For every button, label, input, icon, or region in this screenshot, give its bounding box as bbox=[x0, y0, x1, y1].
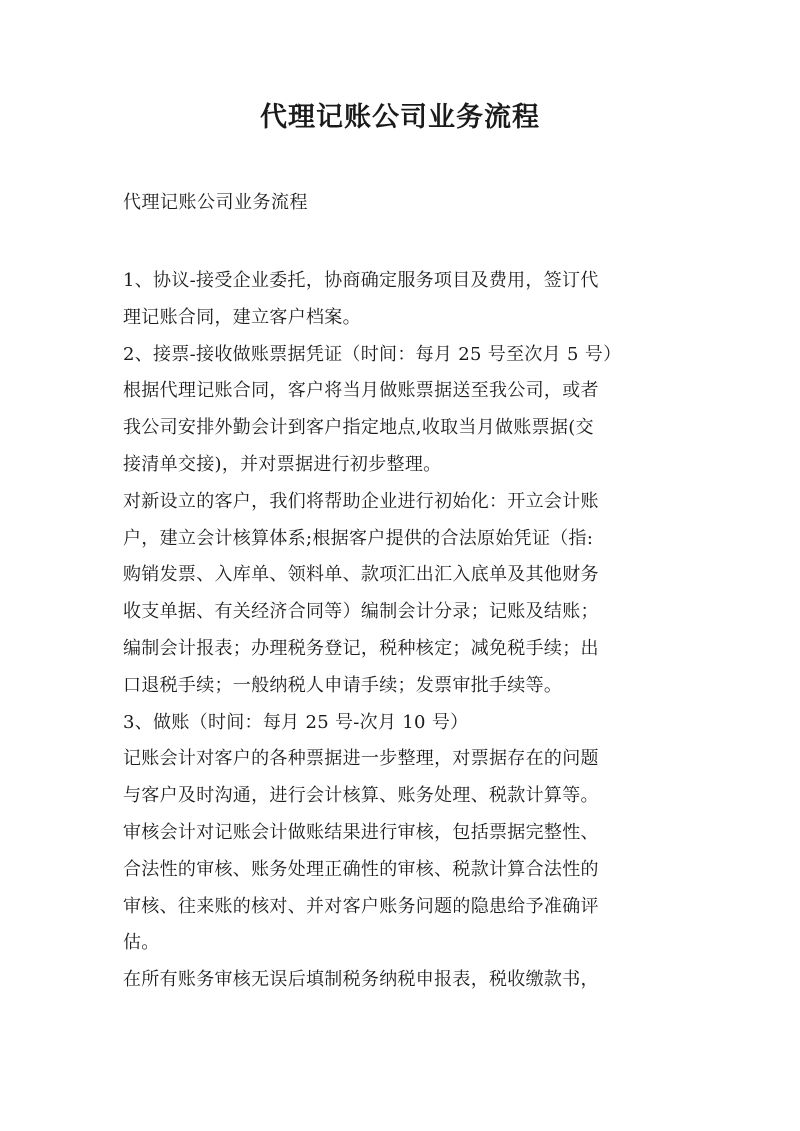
body-line: 与客户及时沟通，进行会计核算、账务处理、税款计算等。 bbox=[123, 785, 599, 807]
body-line: 1、协议-接受企业委托，协商确定服务项目及费用，签订代 bbox=[123, 270, 599, 291]
body-line: 在所有账务审核无误后填制税务纳税申报表，税收缴款书， bbox=[123, 969, 599, 991]
document-body bbox=[123, 263, 683, 999]
body-line: 对新设立的客户，我们将帮助企业进行初始化：开立会计账 bbox=[123, 490, 599, 512]
body-line: 理记账合同，建立客户档案。 bbox=[123, 306, 361, 328]
body-line: 估。 bbox=[123, 932, 160, 954]
body-line: 购销发票、入库单、领料单、款项汇出汇入底单及其他财务 bbox=[123, 564, 599, 586]
body-line: 3、做账（时间：每月 25 号-次月 10 号） bbox=[123, 711, 469, 733]
body-line: 根据代理记账合同，客户将当月做账票据送至我公司，或者 bbox=[123, 380, 599, 402]
body-line: 2、接票-接收做账票据凭证（时间：每月 25 号至次月 5 号） bbox=[123, 343, 622, 365]
document-subtitle: 代理记账公司业务流程 bbox=[123, 192, 308, 213]
body-line: 审核会计对记账会计做账结果进行审核，包括票据完整性、 bbox=[123, 821, 599, 843]
body-line: 接清单交接)，并对票据进行初步整理。 bbox=[123, 453, 442, 475]
body-line: 户，建立会计核算体系;根据客户提供的合法原始凭证（指: bbox=[123, 527, 594, 549]
body-line: 编制会计报表；办理税务登记，税种核定；减免税手续；出 bbox=[123, 637, 599, 659]
page-title: 代理记账公司业务流程 bbox=[260, 102, 540, 133]
body-line: 我公司安排外勤会计到客户指定地点,收取当月做账票据(交 bbox=[123, 417, 594, 439]
body-line: 合法性的审核、账务处理正确性的审核、税款计算合法性的 bbox=[123, 858, 599, 880]
body-line: 审核、往来账的核对、并对客户账务问题的隐患给予准确评 bbox=[123, 895, 599, 917]
body-line: 记账会计对客户的各种票据进一步整理，对票据存在的问题 bbox=[123, 748, 599, 770]
body-line: 口退税手续；一般纳税人申请手续；发票审批手续等。 bbox=[123, 674, 563, 696]
body-line: 收支单据、有关经济合同等）编制会计分录；记账及结账； bbox=[123, 601, 599, 623]
